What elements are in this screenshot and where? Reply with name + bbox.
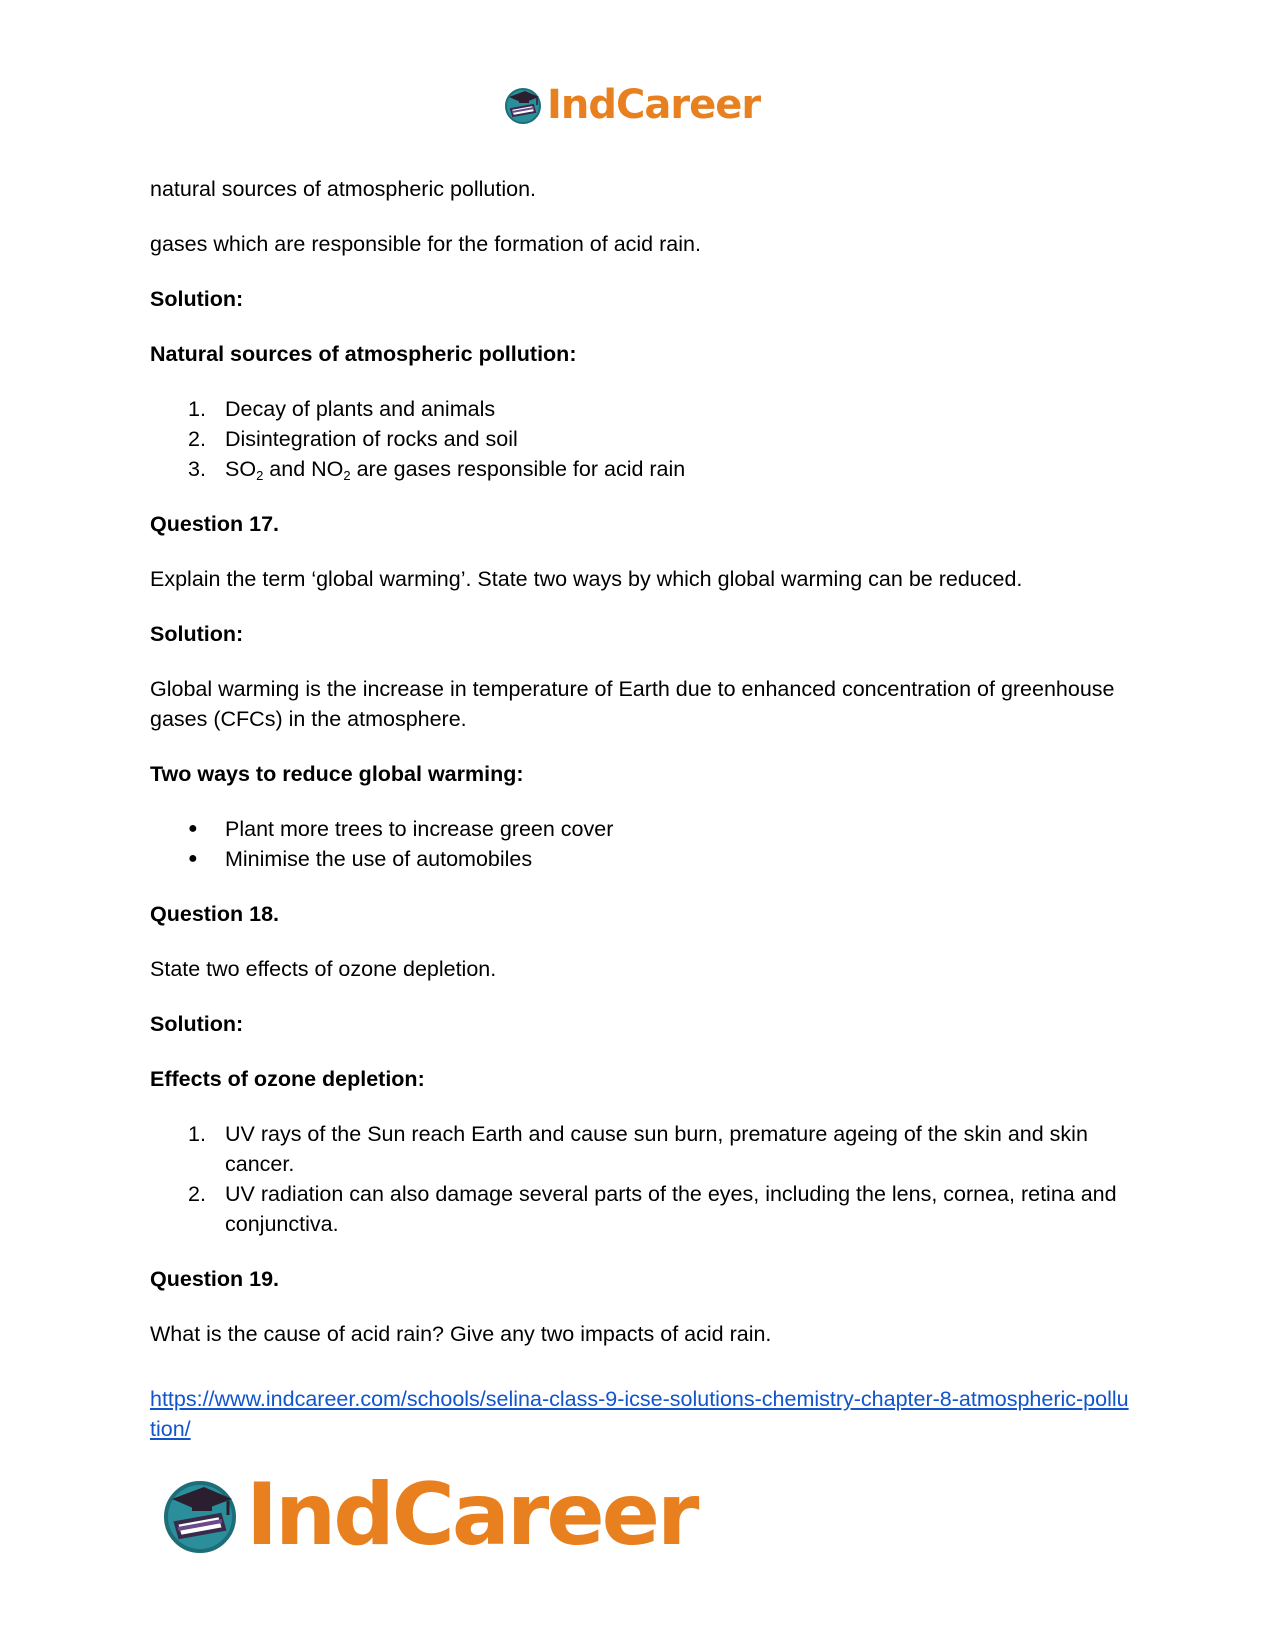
graduation-cap-book-globe-icon — [503, 85, 543, 125]
numbered-list — [150, 1119, 1130, 1239]
brand-wordmark: IndCareer — [547, 82, 761, 128]
document-body — [150, 174, 1130, 1444]
section-heading: Natural sources of atmospheric pollution: — [150, 342, 577, 366]
question-text: State two effects of ozone depletion. — [150, 957, 497, 981]
source-link[interactable]: https://www.indcareer.com/schools/selina-class-9-icse-solutions-chemistry-chapter-8-atmospheric-pollution/ — [150, 1387, 1129, 1441]
question-text: What is the cause of acid rain? Give any two impacts of acid rain. — [150, 1322, 772, 1346]
graduation-cap-book-globe-icon — [160, 1475, 240, 1555]
list-item: 2. Disintegration of rocks and soil — [188, 427, 518, 451]
answer-text: Global warming is the increase in temperature of Earth due to enhanced concentration of greenhouse gases (CFCs) in the atmosphere. — [150, 677, 1115, 731]
question-title: Question 19. — [150, 1267, 280, 1291]
question-title: Question 17. — [150, 512, 280, 536]
section-heading: Two ways to reduce global warming: — [150, 762, 524, 786]
solution-label: Solution: — [150, 622, 244, 646]
bullet-list — [150, 814, 1130, 874]
question-part-line: gases which are responsible for the formation of acid rain. — [150, 232, 701, 256]
header-logo — [503, 80, 760, 130]
list-item: 3. $SO_2$ and $NO_2$ are gases responsible for acid rain — [188, 457, 686, 483]
list-item: ● Plant more trees to increase green cover — [188, 817, 614, 841]
brand-wordmark: IndCareer — [246, 1465, 697, 1565]
solution-label: Solution: — [150, 287, 244, 311]
numbered-list — [150, 394, 1130, 484]
question-text: Explain the term ‘global warming’. State two ways by which global warming can be reduced. — [150, 567, 1023, 591]
list-item: ● Minimise the use of automobiles — [188, 847, 533, 871]
list-item: 1. Decay of plants and animals — [188, 397, 496, 421]
footer-logo — [160, 1465, 697, 1565]
question-title: Question 18. — [150, 902, 280, 926]
list-item: 2. UV radiation can also damage several parts of the eyes, including the lens, cornea, retina and conjunctiva. — [188, 1182, 1117, 1236]
list-item: 1. UV rays of the Sun reach Earth and cause sun burn, premature ageing of the skin and skin cancer. — [188, 1122, 1088, 1176]
question-part-line: natural sources of atmospheric pollution. — [150, 177, 537, 201]
section-heading: Effects of ozone depletion: — [150, 1067, 425, 1091]
solution-label: Solution: — [150, 1012, 244, 1036]
